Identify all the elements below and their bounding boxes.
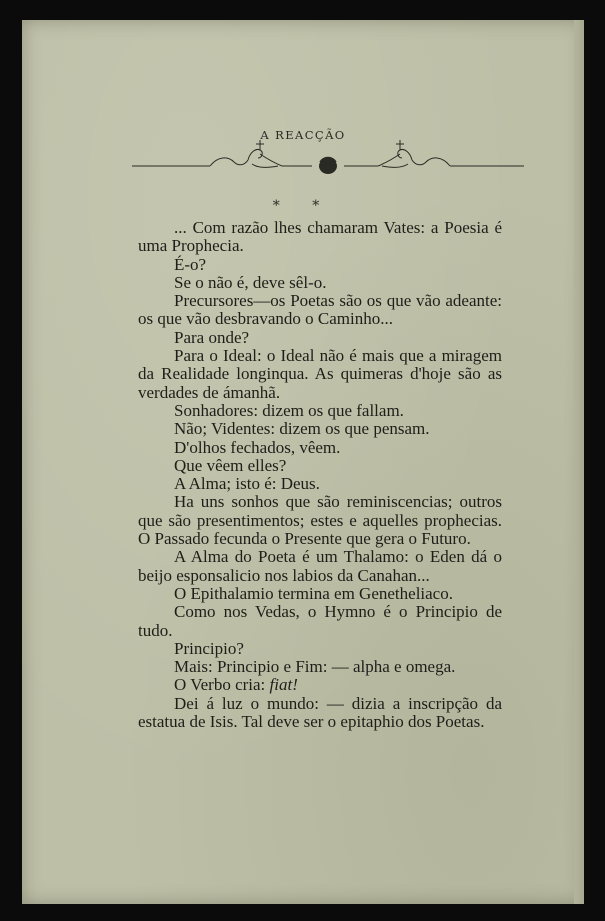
- paragraph: Sonhadores: dizem os que fallam.: [174, 400, 404, 420]
- paragraph: D'olhos fechados, vêem.: [174, 437, 341, 457]
- fiat-italic: fiat!: [269, 675, 298, 695]
- closing-paragraph: Dei á luz o mundo: — dizia a inscripção da estatua de Isis. Tal deve ser o epitaphio dos Poetas.: [138, 693, 502, 732]
- paragraph: Principio?: [174, 638, 244, 658]
- paragraph: ... Com razão lhes chamaram Vates: a Poesia é uma Prophecia.: [138, 218, 502, 256]
- verb-prefix: O Verbo cria:: [174, 675, 270, 695]
- paragraph: Mais: Principio e Fim: — alpha e omega.: [174, 657, 456, 677]
- paragraph: Como nos Vedas, o Hymno é o Principio de tudo.: [138, 602, 502, 640]
- paragraph: A Alma; isto é: Deus.: [174, 474, 320, 494]
- paragraph: Para onde?: [174, 327, 250, 347]
- paragraph: O Epithalamio termina em Genetheliaco.: [174, 583, 453, 603]
- paragraph: Para o Ideal: o Ideal não é mais que a miragem da Realidade longinqua. As quimeras d'hoje são as verdades de ámanhã.: [138, 346, 502, 402]
- section-asterisks: * *: [272, 198, 334, 214]
- paragraph: Precursores—os Poetas são os que vão adeante: os que vão desbravando o Caminho...: [138, 291, 502, 329]
- running-title: A REACÇÃO: [260, 128, 346, 142]
- paragraph: É-o?: [174, 254, 207, 274]
- paragraph: Ha uns sonhos que são reminiscencias; outros que são presentimentos; estes e aquelles prophecias. O Passado fecunda o Presente que gera o Futuro.: [138, 492, 502, 549]
- paragraph: A Alma do Poeta é um Thalamo: o Eden dá o beijo esponsalicio nos labios da Canahan...: [138, 547, 502, 585]
- body-text: [138, 219, 502, 731]
- paragraph: Não; Videntes: dizem os que pensam.: [174, 419, 430, 439]
- verb-paragraph: [138, 676, 502, 694]
- paragraph: Se o não é, deve sêl-o.: [174, 272, 327, 292]
- header-ornament-icon: [132, 138, 524, 176]
- page-header: [22, 128, 584, 174]
- paragraph: Que vêem elles?: [174, 455, 287, 475]
